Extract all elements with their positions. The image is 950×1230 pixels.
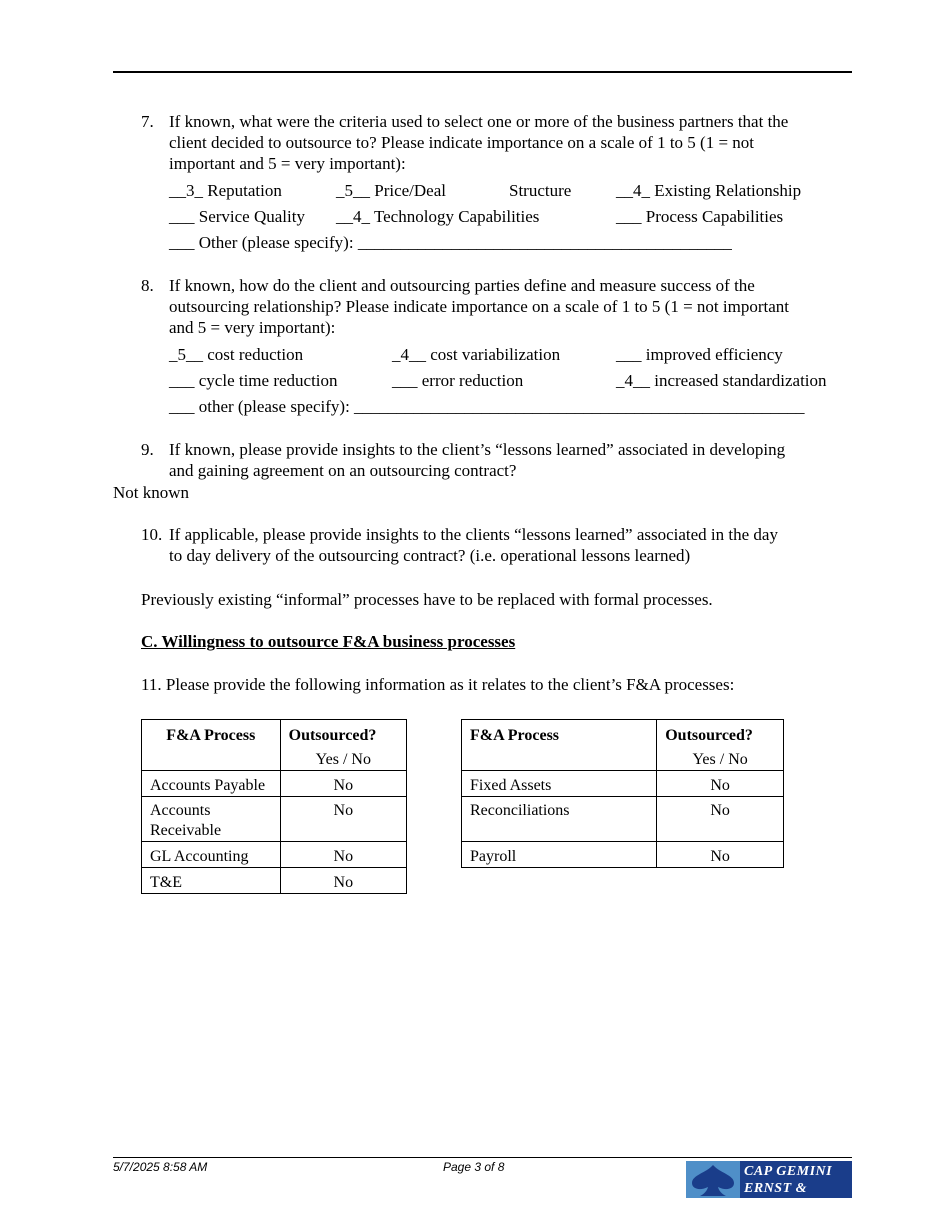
q8-line-1: If known, how do the client and outsourcing parties define and measure success of the	[169, 276, 755, 295]
footer-rule	[113, 1157, 852, 1158]
table-row	[462, 771, 784, 797]
q11-text: 11. Please provide the following information as it relates to the client’s F&A processes:	[141, 675, 735, 694]
table-row	[142, 771, 407, 797]
table-header-row	[142, 720, 407, 771]
q8-opt-error-reduction: ___ error reduction	[392, 371, 524, 390]
q10-line-2: to day delivery of the outsourcing contract? (i.e. operational lessons learned)	[169, 546, 691, 565]
logo-line-1: CAP GEMINI	[744, 1164, 833, 1179]
header-process: F&A Process	[462, 720, 657, 771]
q10-answer: Previously existing “informal” processes have to be replaced with formal processes.	[141, 590, 713, 609]
q7-opt-existing-relationship: __4_ Existing Relationship	[616, 181, 802, 200]
table-row	[142, 842, 407, 868]
q10-line-1: If applicable, please provide insights to the clients “lessons learned” associated in the day	[169, 525, 778, 544]
process-cell: T&E	[142, 868, 281, 894]
process-cell: GL Accounting	[142, 842, 281, 868]
q7-opt-reputation: __3_ Reputation	[169, 181, 282, 200]
process-cell: Reconciliations	[462, 797, 657, 842]
header-outsourced: Outsourced? Yes / No	[280, 720, 406, 771]
q7-number: 7.	[141, 112, 154, 131]
process-cell: Payroll	[462, 842, 657, 868]
q7-line-2: client decided to outsource to? Please indicate importance on a scale of 1 to 5 (1 = not	[169, 133, 755, 152]
q7-opt-structure: Structure	[509, 181, 572, 200]
table-row	[142, 868, 407, 894]
q8-opt-standardization: _4__ increased standardization	[616, 371, 827, 390]
outsourced-cell: No	[280, 842, 406, 868]
q7-opt-service-quality: ___ Service Quality	[169, 207, 305, 226]
q7-line-3: important and 5 = very important):	[169, 154, 406, 173]
logo-line-2: ERNST & YOUNG	[744, 1181, 808, 1213]
q7-opt-price-deal: _5__ Price/Deal	[336, 181, 446, 200]
footer-date: 5/7/2025 8:58 AM	[113, 1160, 208, 1174]
q10-number: 10.	[141, 525, 163, 544]
q7-opt-process-capabilities: ___ Process Capabilities	[616, 207, 784, 226]
q8-opt-cost-reduction: _5__ cost reduction	[169, 345, 304, 364]
outsourced-cell: No	[280, 771, 406, 797]
q8-other: ___ other (please specify): _____________________________________________________	[169, 397, 805, 416]
q8-line-3: and 5 = very important):	[169, 318, 336, 337]
q8-opt-cost-variabilization: _4__ cost variabilization	[392, 345, 561, 364]
process-cell: Fixed Assets	[462, 771, 657, 797]
table-row	[462, 797, 784, 842]
q7-other: ___ Other (please specify): ____________________________________________	[169, 233, 732, 252]
table-row	[142, 797, 407, 842]
table-row	[462, 842, 784, 868]
header-process: F&A Process	[142, 720, 281, 771]
q9-number: 9.	[141, 440, 154, 459]
cap-gemini-ernst-young-logo	[686, 1161, 852, 1213]
q8-opt-cycle-time: ___ cycle time reduction	[169, 371, 338, 390]
q9-answer: Not known	[113, 483, 190, 502]
q9-line-2: and gaining agreement on an outsourcing contract?	[169, 461, 517, 480]
outsourced-cell: No	[657, 771, 784, 797]
q7-opt-technology: __4_ Technology Capabilities	[336, 207, 540, 226]
process-cell: Accounts Receivable	[142, 797, 281, 842]
outsourced-cell: No	[657, 797, 784, 842]
q8-opt-improved-efficiency: ___ improved efficiency	[616, 345, 783, 364]
outsourced-cell: No	[657, 842, 784, 868]
process-cell: Accounts Payable	[142, 771, 281, 797]
table-header-row	[462, 720, 784, 771]
q7-line-1: If known, what were the criteria used to select one or more of the business partners that the	[169, 112, 789, 131]
q8-number: 8.	[141, 276, 154, 295]
section-c-heading: C. Willingness to outsource F&A business processes	[141, 632, 516, 651]
spade-icon	[686, 1161, 740, 1198]
fa-process-table-left	[141, 719, 407, 894]
fa-process-table-right	[461, 719, 784, 868]
header-rule	[113, 71, 852, 73]
footer-page-number: Page 3 of 8	[443, 1160, 505, 1174]
outsourced-cell: No	[280, 797, 406, 842]
q9-line-1: If known, please provide insights to the client’s “lessons learned” associated in developing	[169, 440, 786, 459]
q8-line-2: outsourcing relationship? Please indicate importance on a scale of 1 to 5 (1 = not important	[169, 297, 790, 316]
header-outsourced: Outsourced? Yes / No	[657, 720, 784, 771]
outsourced-cell: No	[280, 868, 406, 894]
